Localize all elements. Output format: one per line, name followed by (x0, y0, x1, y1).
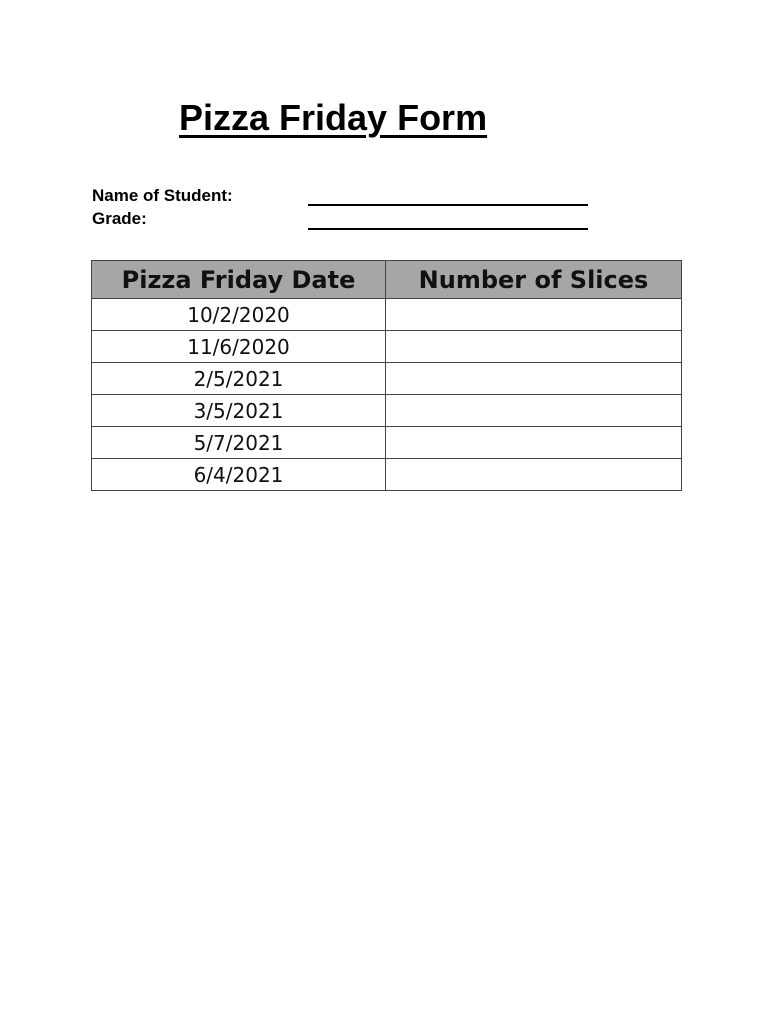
slices-cell[interactable] (386, 395, 682, 427)
table-row (92, 459, 682, 491)
header-pizza-friday-date: Pizza Friday Date (92, 261, 386, 299)
table-row (92, 299, 682, 331)
grade-label: Grade: (92, 209, 147, 228)
table-row (92, 363, 682, 395)
student-name-label: Name of Student: (92, 186, 233, 205)
date-cell: 11/6/2020 (92, 331, 386, 363)
form-title: Pizza Friday Form (179, 97, 488, 138)
slices-cell[interactable] (386, 331, 682, 363)
table-row (92, 427, 682, 459)
student-name-field[interactable] (308, 204, 588, 206)
slices-cell[interactable] (386, 299, 682, 331)
date-cell: 5/7/2021 (92, 427, 386, 459)
table-row (92, 331, 682, 363)
date-cell: 2/5/2021 (92, 363, 386, 395)
grade-field[interactable] (308, 228, 588, 230)
date-cell: 10/2/2020 (92, 299, 386, 331)
date-cell: 6/4/2021 (92, 459, 386, 491)
header-number-of-slices: Number of Slices (386, 261, 682, 299)
table-header-row (92, 261, 682, 299)
table-row (92, 395, 682, 427)
slices-cell[interactable] (386, 363, 682, 395)
date-cell: 3/5/2021 (92, 395, 386, 427)
slices-cell[interactable] (386, 427, 682, 459)
pizza-friday-table (91, 260, 682, 491)
slices-cell[interactable] (386, 459, 682, 491)
